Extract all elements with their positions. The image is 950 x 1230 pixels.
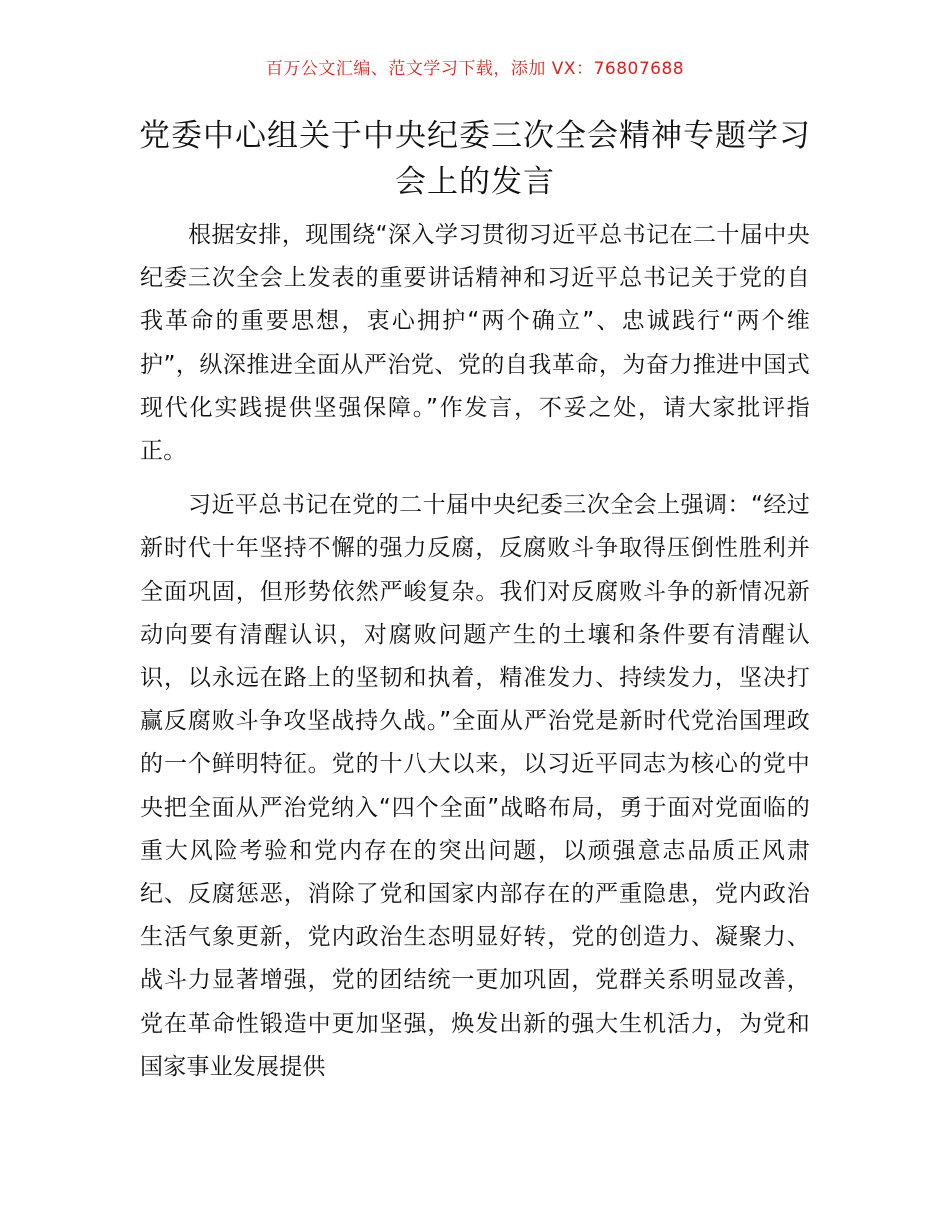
document-body <box>140 214 810 1089</box>
header-banner: 百万公文汇编、范文学习下载，添加 VX：76807688 <box>265 59 685 79</box>
paragraph-2: 习近平总书记在党的二十届中央纪委三次全会上强调：“经过新时代十年坚持不懈的强力反腐，反腐败斗争取得压倒性胜利并全面巩固，但形势依然严峻复杂。我们对反腐败斗争的新情况新动向要有清醒认识，对腐败问题产生的土壤和条件要有清醒认识，以永远在路上的坚韧和执着，精准发力、持续发力，坚决打赢反腐败斗争攻坚战持久战。”全面从严治党是新时代党治国理政的一个鲜明特征。党的十八大以来，以习近平同志为核心的党中央把全面从严治党纳入“四个全面”战略布局，勇于面对党面临的重大风险考验和党内存在的突出问题，以顽强意志品质正风肃纪、反腐惩恶，消除了党和国家内部存在的严重隐患，党内政治生活气象更新，党内政治生态明显好转，党的创造力、凝聚力、战斗力显著增强，党的团结统一更加巩固，党群关系明显改善，党在革命性锻造中更加坚强，焕发出新的强大生机活力，为党和国家事业发展提供 <box>140 492 810 1080</box>
paragraph-1: 根据安排，现围绕“深入学习贯彻习近平总书记在二十届中央纪委三次全会上发表的重要讲话精神和习近平总书记关于党的自我革命的重要思想，衷心拥护“两个确立”、忠诚践行“两个维护”，纵深推进全面从严治党、党的自我革命，为奋力推进中国式现代化实践提供坚强保障。”作发言，不妥之处，请大家批评指正。 <box>140 222 810 465</box>
document-title: 党委中心组关于中央纪委三次全会精神专题学习会上的发言 <box>139 118 811 200</box>
